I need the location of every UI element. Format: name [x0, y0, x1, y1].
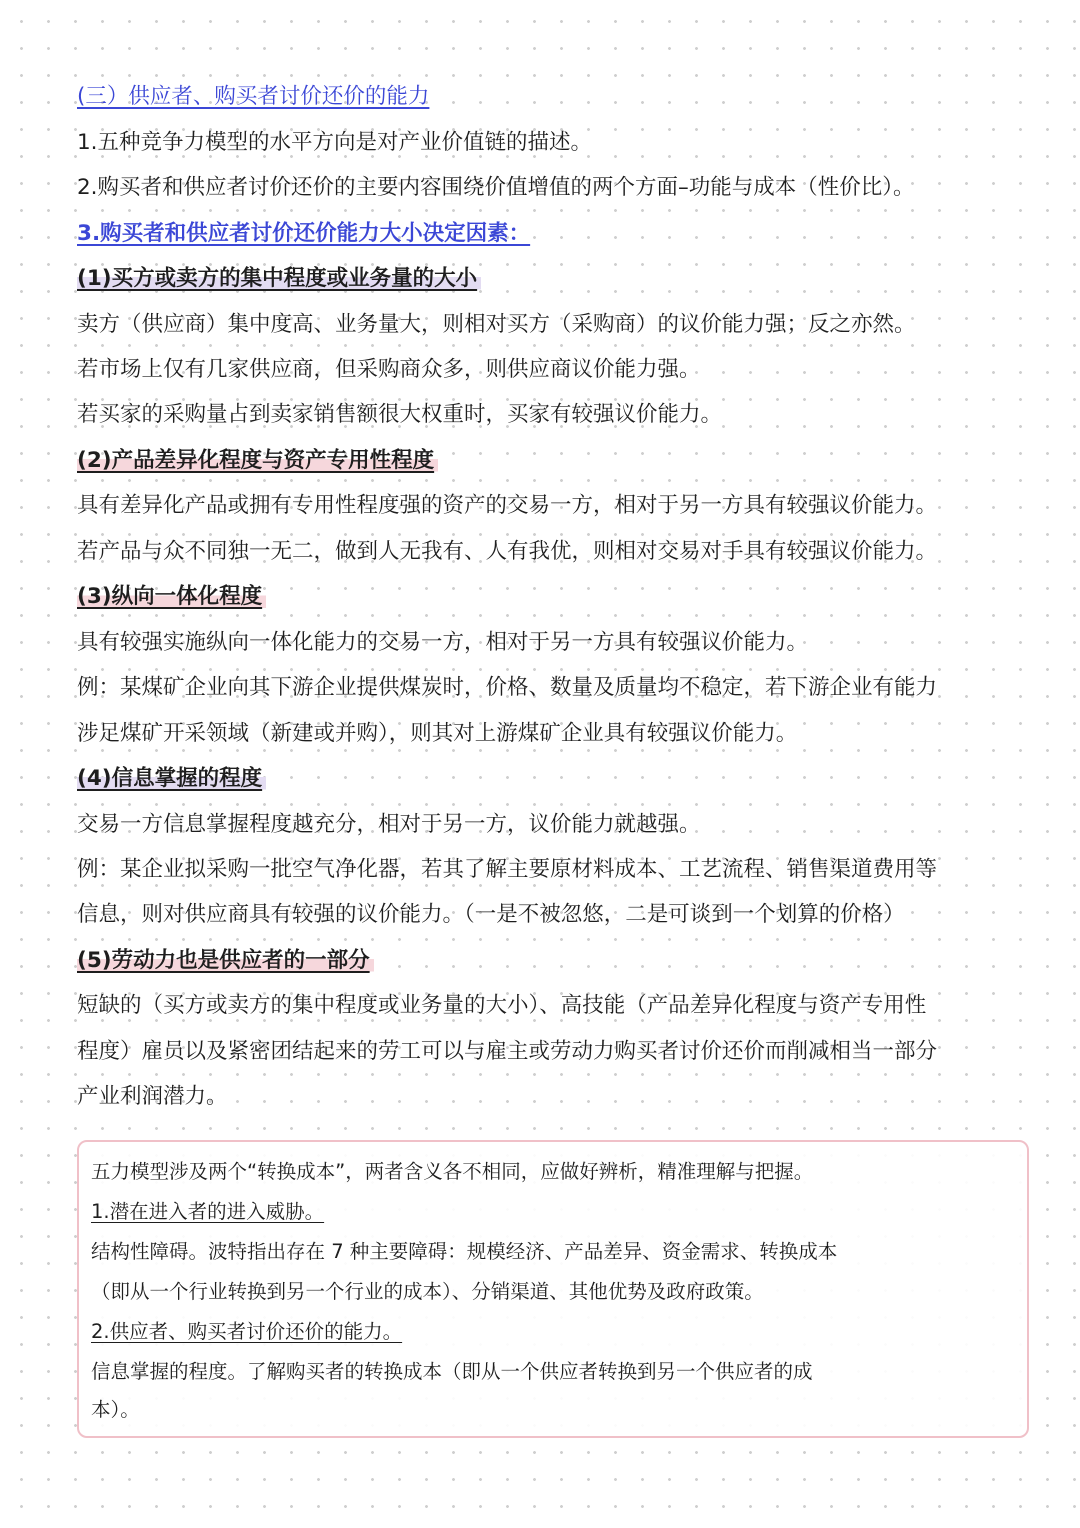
- section-title-line: [77, 82, 1052, 112]
- factor-4-text-2: 例：某企业拟采购一批空气净化器，若其了解主要原材料成本、工艺流程、销售渠道费用等: [77, 857, 938, 882]
- factor-5-text-1: 短缺的（买方或卖方的集中程度或业务量的大小）、高技能（产品差异化程度与资产专用性: [77, 993, 927, 1018]
- factor-3-text-3: 涉足煤矿开采领域（新建或并购），则其对上游煤矿企业具有较强议价能力。: [77, 721, 798, 746]
- note-item1-title-line: [91, 1198, 324, 1226]
- note-item2-text-1: 信息掌握的程度。了解购买者的转换成本（即从一个供应者转换到另一个供应者的成: [91, 1360, 813, 1383]
- factor-title: (4)信息掌握的程度: [77, 766, 266, 791]
- factor-title: (2)产品差异化程度与资产专用性程度: [77, 448, 438, 473]
- factor-4-title-line: [77, 764, 1052, 794]
- factor-5-text-3: 产业利润潜力。: [77, 1084, 228, 1109]
- factor-1-text-3: 若买家的采购量占到卖家销售额很大权重时，买家有较强议价能力。: [77, 402, 723, 427]
- factor-1-title-line: [77, 264, 1052, 294]
- factors-title: 3.购买者和供应者讨价还价能力大小决定因素：: [77, 221, 531, 246]
- factor-2-text-1: 具有差异化产品或拥有专用性程度强的资产的交易一方，相对于另一方具有较强议价能力。: [77, 493, 938, 518]
- note-item2-title-line: [91, 1318, 402, 1346]
- factor-5-text-2: 程度）雇员以及紧密团结起来的劳工可以与雇主或劳动力购买者讨价还价而削减相当一部分: [77, 1039, 938, 1064]
- section-title: (三）供应者、购买者讨价还价的能力: [77, 84, 430, 109]
- factor-1-text-1: 卖方（供应商）集中度高、业务量大，则相对买方（采购商）的议价能力强；反之亦然。: [77, 312, 916, 337]
- intro-line-2: 2.购买者和供应者讨价还价的主要内容围绕价值增值的两个方面–功能与成本（性价比）。: [77, 175, 915, 200]
- factor-4-text-3: 信息，则对供应商具有较强的议价能力。（一是不被忽悠，二是可谈到一个划算的价格）: [77, 902, 905, 927]
- note-item1-text-2: （即从一个行业转换到另一个行业的成本）、分销渠道、其他优势及政府政策。: [91, 1280, 764, 1303]
- note-item2-text-2: 本）。: [91, 1398, 140, 1421]
- factor-3-text-2: 例：某煤矿企业向其下游企业提供煤炭时，价格、数量及质量均不稳定，若下游企业有能力: [77, 675, 938, 700]
- factor-3-title-line: [77, 582, 1052, 612]
- factors-title-line: [77, 219, 1052, 249]
- factor-title: (1)买方或卖方的集中程度或业务量的大小: [77, 266, 481, 291]
- note-item1-text-1: 结构性障碍。波特指出存在 7 种主要障碍：规模经济、产品差异、资金需求、转换成本: [91, 1240, 838, 1263]
- factor-3-text-1: 具有较强实施纵向一体化能力的交易一方，相对于另一方具有较强议价能力。: [77, 630, 809, 655]
- factor-1-text-2: 若市场上仅有几家供应商，但采购商众多，则供应商议价能力强。: [77, 357, 701, 382]
- factor-title: (3)纵向一体化程度: [77, 584, 266, 609]
- intro-line-1: 1.五种竞争力模型的水平方向是对产业价值链的描述。: [77, 130, 593, 155]
- factor-5-title-line: [77, 946, 1052, 976]
- note-item2-title: 2.供应者、购买者讨价还价的能力。: [91, 1320, 403, 1343]
- note-box: [77, 1140, 1029, 1438]
- note-intro: 五力模型涉及两个“转换成本”，两者含义各不相同，应做好辨析，精准理解与把握。: [91, 1160, 814, 1183]
- factor-2-text-2: 若产品与众不同独一无二，做到人无我有、人有我优，则相对交易对手具有较强议价能力。: [77, 539, 938, 564]
- factor-2-title-line: [77, 446, 1052, 476]
- note-item1-title: 1.潜在进入者的进入威胁。: [91, 1200, 325, 1223]
- factor-4-text-1: 交易一方信息掌握程度越充分，相对于另一方，议价能力就越强。: [77, 812, 701, 837]
- factor-title: (5)劳动力也是供应者的一部分: [77, 948, 374, 973]
